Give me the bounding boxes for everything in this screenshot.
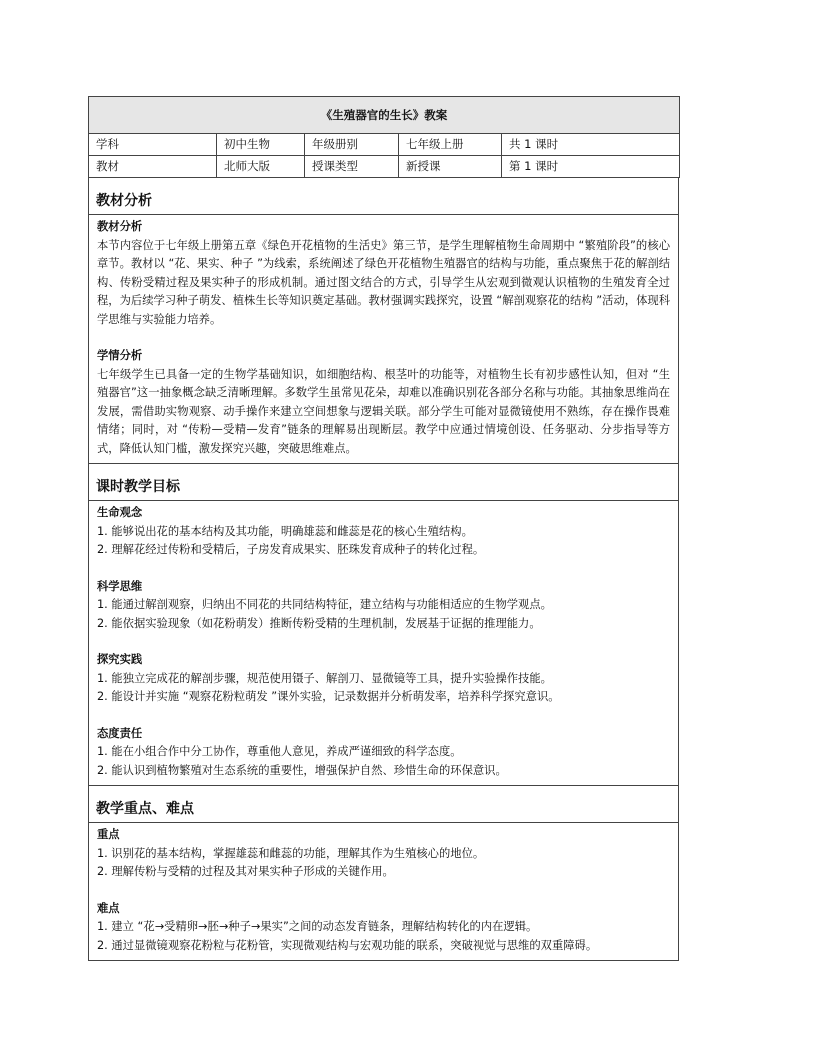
label-subject: 学科 <box>89 134 217 156</box>
subheading-textbook-analysis: 教材分析 <box>97 220 143 233</box>
page-title: 《生殖器官的生长》教案 <box>89 97 680 134</box>
subheading-inquiry-practice: 探究实践 <box>97 653 143 666</box>
value-grade-volume: 七年级上册 <box>399 134 502 156</box>
subheading-difficulties: 难点 <box>97 901 120 915</box>
label-grade-volume: 年级册别 <box>305 134 399 156</box>
list-item: 2. 理解传粉与受精的过程及其对果实种子形成的关键作用。 <box>97 865 394 878</box>
section-heading-analysis: 教材分析 <box>89 178 678 215</box>
list-item: 1. 能够说出花的基本结构及其功能，明确雄蕊和雌蕊是花的核心生殖结构。 <box>97 524 473 538</box>
subheading-attitude-responsibility: 态度责任 <box>97 726 143 740</box>
list-item: 1. 识别花的基本结构，掌握雄蕊和雌蕊的功能，理解其作为生殖核心的地位。 <box>97 846 485 860</box>
value-lesson-type: 新授课 <box>399 156 502 178</box>
label-lesson-type: 授课类型 <box>305 156 399 178</box>
subheading-scientific-thinking: 科学思维 <box>97 579 143 593</box>
value-lesson-number: 第 1 课时 <box>502 156 680 178</box>
list-item: 2. 能认识到植物繁殖对生态系统的重要性，增强保护自然、珍惜生命的环保意识。 <box>97 763 507 777</box>
list-item: 1. 建立 “花→受精卵→胚→种子→果实”之间的动态发育链条，理解结构转化的内在逻辑。 <box>97 920 538 933</box>
info-row-subject <box>89 134 680 156</box>
value-subject: 初中生物 <box>217 134 305 156</box>
section-keypoints <box>88 786 679 961</box>
list-item: 2. 能依据实验现象（如花粉萌发）推断传粉受精的生理机制，发展基于证据的推理能力。 <box>97 616 541 630</box>
section-objectives <box>88 464 679 786</box>
paragraph-textbook-analysis: 本节内容位于七年级上册第五章《绿色开花植物的生活史》第三节，是学生理解植物生命周期中 “繁殖阶段”的核心章节。教材以 “花、果实、种子 ”为线索，系统阐述了绿色开花植物生殖器官的结构与功能，重点聚焦于花的解剖结构、传粉受精过程及果实种子的形成机制。通过图文结合的方式，引导学生从宏观到微观认识植物的生殖发育全过程，为后续学习种子萌发、植株生长等知识奠定基础。教材强调实践探究，设置 “解剖观察花的结构 ”活动，体现科学思维与实验能力培养。 <box>97 238 670 326</box>
section-heading-keypoints: 教学重点、难点 <box>89 786 678 823</box>
subheading-learner-analysis: 学情分析 <box>97 349 143 362</box>
list-item: 2. 通过显微镜观察花粉粒与花粉管，实现微观结构与宏观功能的联系，突破视觉与思维的双重障碍。 <box>97 938 598 952</box>
lesson-plan-document <box>88 96 679 961</box>
info-row-textbook <box>89 156 680 178</box>
list-item: 1. 能在小组合作中分工协作，尊重他人意见，养成严谨细致的科学态度。 <box>97 745 462 758</box>
subheading-key-points: 重点 <box>97 828 120 841</box>
subheading-life-concept: 生命观念 <box>97 506 143 519</box>
list-item: 2. 理解花经过传粉和受精后，子房发育成果实、胚珠发育成种子的转化过程。 <box>97 543 485 556</box>
list-item: 1. 能独立完成花的解剖步骤，规范使用镊子、解剖刀、显微镜等工具，提升实验操作技能。 <box>97 671 552 685</box>
value-total-lessons: 共 1 课时 <box>502 134 680 156</box>
value-textbook: 北师大版 <box>217 156 305 178</box>
label-textbook: 教材 <box>89 156 217 178</box>
section-analysis <box>88 178 679 464</box>
paragraph-learner-analysis: 七年级学生已具备一定的生物学基础知识，如细胞结构、根茎叶的功能等，对植物生长有初步感性认知，但对 “生殖器官”这一抽象概念缺乏清晰理解。多数学生虽常见花朵，却难以准确识别花各部分名称与功能。其抽象思维尚在发展，需借助实物观察、动手操作来建立空间想象与逻辑关联。部分学生可能对显微镜使用不熟练，存在操作畏难情绪；同时，对 “传粉—受精—发育”链条的理解易出现断层。教学中应通过情境创设、任务驱动、分步指导等方式，降低认知门槛，激发探究兴趣，突破思维难点。 <box>97 367 670 455</box>
list-item: 1. 能通过解剖观察，归纳出不同花的共同结构特征，建立结构与功能相适应的生物学观点。 <box>97 598 552 611</box>
list-item: 2. 能设计并实施 “观察花粉粒萌发 ”课外实验，记录数据并分析萌发率，培养科学探究意识。 <box>97 690 560 703</box>
section-heading-objectives: 课时教学目标 <box>89 464 678 501</box>
info-table <box>88 96 680 178</box>
